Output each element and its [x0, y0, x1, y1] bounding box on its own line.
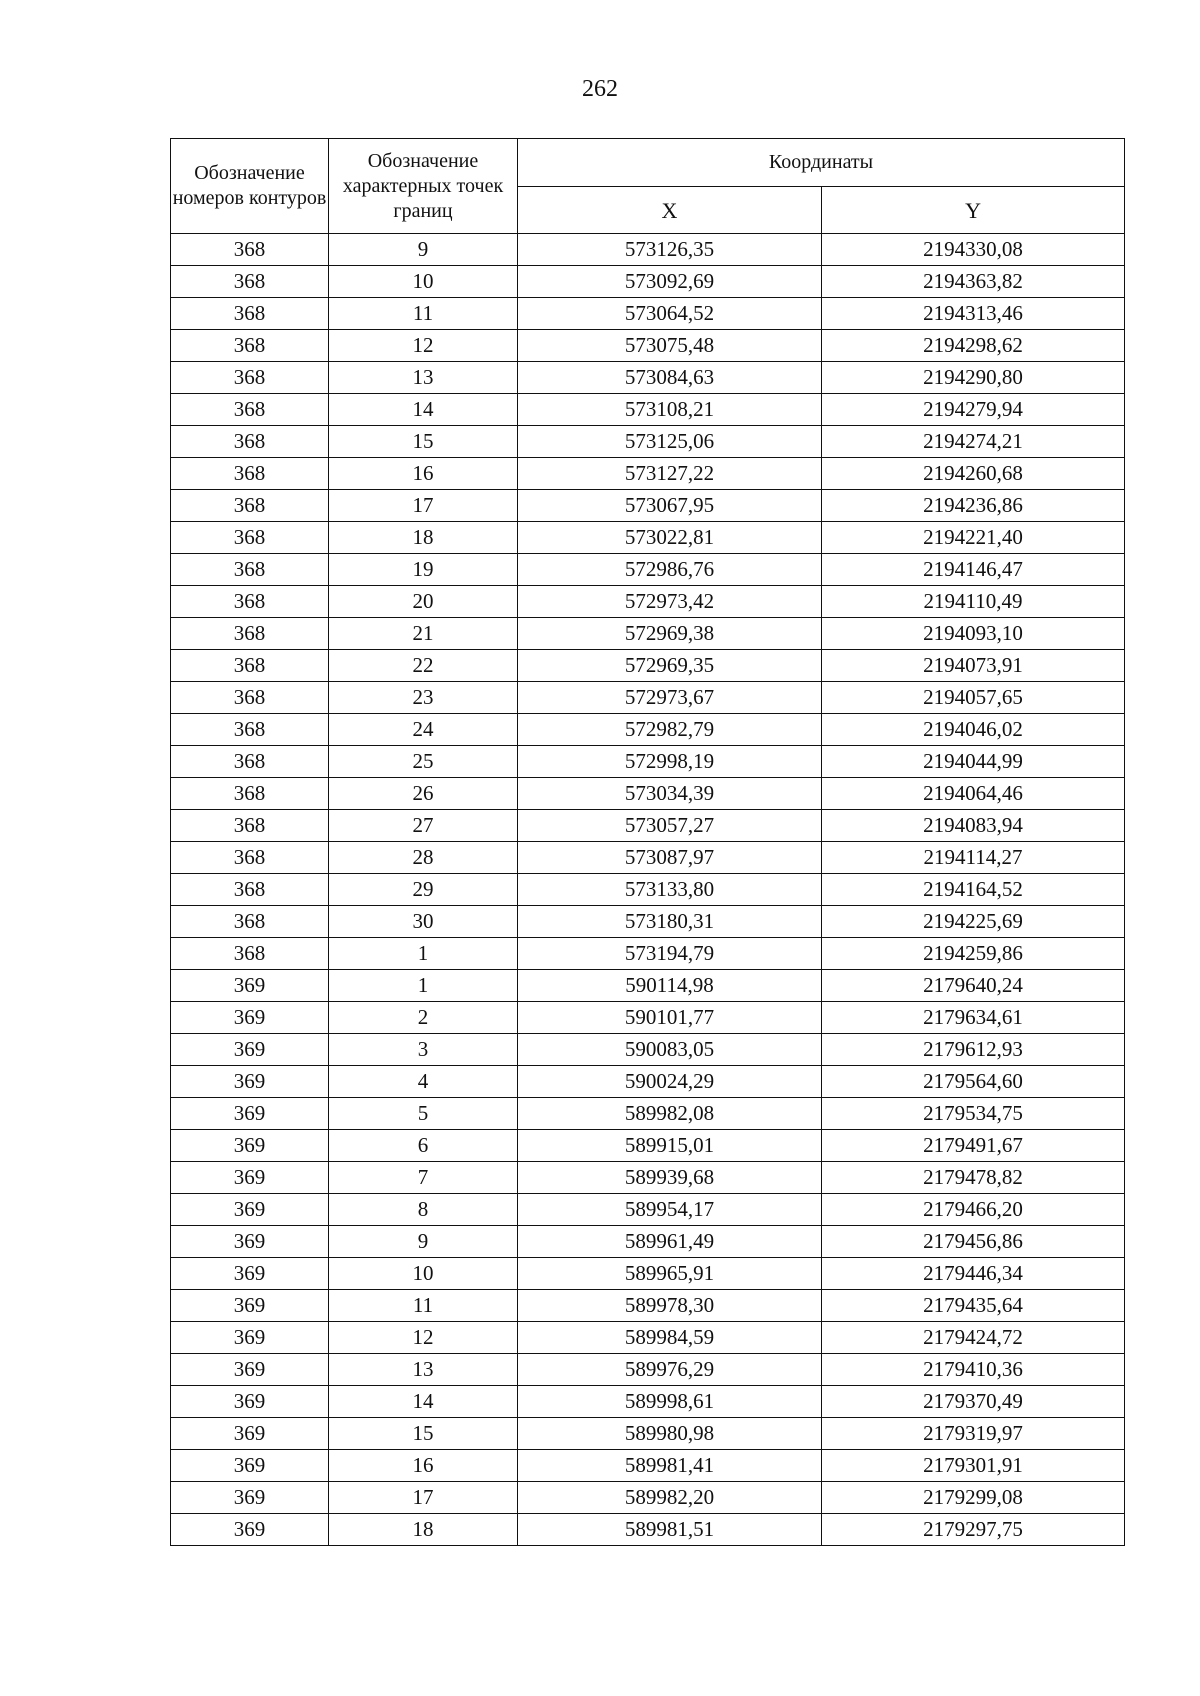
contour-number-cell: 368 — [171, 586, 329, 618]
table-row — [171, 458, 1125, 490]
y-coordinate-cell: 2179634,61 — [822, 1002, 1125, 1034]
x-coordinate-cell: 590101,77 — [518, 1002, 822, 1034]
table-row — [171, 1098, 1125, 1130]
y-coordinate-cell: 2179319,97 — [822, 1418, 1125, 1450]
y-coordinate-cell: 2194236,86 — [822, 490, 1125, 522]
x-coordinate-cell: 573126,35 — [518, 234, 822, 266]
x-coordinate-cell: 589982,20 — [518, 1482, 822, 1514]
header-y: Y — [822, 187, 1125, 234]
point-number-cell: 27 — [329, 810, 518, 842]
table-row — [171, 1162, 1125, 1194]
y-coordinate-cell: 2194164,52 — [822, 874, 1125, 906]
y-coordinate-cell: 2194221,40 — [822, 522, 1125, 554]
contour-number-cell: 369 — [171, 1450, 329, 1482]
x-coordinate-cell: 573127,22 — [518, 458, 822, 490]
y-coordinate-cell: 2194298,62 — [822, 330, 1125, 362]
y-coordinate-cell: 2179435,64 — [822, 1290, 1125, 1322]
x-coordinate-cell: 589939,68 — [518, 1162, 822, 1194]
x-coordinate-cell: 572973,67 — [518, 682, 822, 714]
y-coordinate-cell: 2194057,65 — [822, 682, 1125, 714]
x-coordinate-cell: 572982,79 — [518, 714, 822, 746]
point-number-cell: 12 — [329, 330, 518, 362]
point-number-cell: 14 — [329, 394, 518, 426]
header-coordinates: Координаты — [518, 139, 1125, 187]
x-coordinate-cell: 573108,21 — [518, 394, 822, 426]
point-number-cell: 18 — [329, 1514, 518, 1546]
x-coordinate-cell: 572986,76 — [518, 554, 822, 586]
contour-number-cell: 368 — [171, 298, 329, 330]
point-number-cell: 20 — [329, 586, 518, 618]
x-coordinate-cell: 589976,29 — [518, 1354, 822, 1386]
table-row — [171, 1450, 1125, 1482]
contour-number-cell: 368 — [171, 810, 329, 842]
contour-number-cell: 369 — [171, 1098, 329, 1130]
contour-number-cell: 368 — [171, 458, 329, 490]
contour-number-cell: 369 — [171, 1514, 329, 1546]
point-number-cell: 16 — [329, 1450, 518, 1482]
table-row — [171, 1258, 1125, 1290]
y-coordinate-cell: 2179297,75 — [822, 1514, 1125, 1546]
contour-number-cell: 368 — [171, 842, 329, 874]
table-row — [171, 842, 1125, 874]
table-body — [171, 234, 1125, 1546]
contour-number-cell: 368 — [171, 778, 329, 810]
y-coordinate-cell: 2179299,08 — [822, 1482, 1125, 1514]
x-coordinate-cell: 572973,42 — [518, 586, 822, 618]
table-row — [171, 1130, 1125, 1162]
point-number-cell: 15 — [329, 426, 518, 458]
x-coordinate-cell: 589915,01 — [518, 1130, 822, 1162]
x-coordinate-cell: 573092,69 — [518, 266, 822, 298]
table-row — [171, 586, 1125, 618]
table-row — [171, 1386, 1125, 1418]
contour-number-cell: 368 — [171, 618, 329, 650]
point-number-cell: 28 — [329, 842, 518, 874]
y-coordinate-cell: 2194290,80 — [822, 362, 1125, 394]
point-number-cell: 16 — [329, 458, 518, 490]
table-row — [171, 650, 1125, 682]
point-number-cell: 15 — [329, 1418, 518, 1450]
contour-number-cell: 369 — [171, 1482, 329, 1514]
y-coordinate-cell: 2194260,68 — [822, 458, 1125, 490]
y-coordinate-cell: 2194330,08 — [822, 234, 1125, 266]
x-coordinate-cell: 573084,63 — [518, 362, 822, 394]
y-coordinate-cell: 2194064,46 — [822, 778, 1125, 810]
table-row — [171, 938, 1125, 970]
table-row — [171, 714, 1125, 746]
contour-number-cell: 369 — [171, 1002, 329, 1034]
y-coordinate-cell: 2194363,82 — [822, 266, 1125, 298]
point-number-cell: 10 — [329, 1258, 518, 1290]
contour-number-cell: 369 — [171, 1162, 329, 1194]
table-row — [171, 266, 1125, 298]
y-coordinate-cell: 2194279,94 — [822, 394, 1125, 426]
table-row — [171, 1354, 1125, 1386]
contour-number-cell: 369 — [171, 1130, 329, 1162]
point-number-cell: 4 — [329, 1066, 518, 1098]
x-coordinate-cell: 589961,49 — [518, 1226, 822, 1258]
x-coordinate-cell: 573133,80 — [518, 874, 822, 906]
x-coordinate-cell: 573180,31 — [518, 906, 822, 938]
table-header — [171, 139, 1125, 234]
contour-number-cell: 368 — [171, 266, 329, 298]
point-number-cell: 18 — [329, 522, 518, 554]
contour-number-cell: 368 — [171, 650, 329, 682]
y-coordinate-cell: 2194093,10 — [822, 618, 1125, 650]
coordinates-table — [170, 138, 1125, 1546]
contour-number-cell: 369 — [171, 1290, 329, 1322]
table-row — [171, 298, 1125, 330]
table-row — [171, 1322, 1125, 1354]
table-row — [171, 1418, 1125, 1450]
x-coordinate-cell: 572969,35 — [518, 650, 822, 682]
table-row — [171, 618, 1125, 650]
table-row — [171, 682, 1125, 714]
table-row — [171, 906, 1125, 938]
table-row — [171, 522, 1125, 554]
y-coordinate-cell: 2179478,82 — [822, 1162, 1125, 1194]
y-coordinate-cell: 2194259,86 — [822, 938, 1125, 970]
point-number-cell: 12 — [329, 1322, 518, 1354]
y-coordinate-cell: 2194044,99 — [822, 746, 1125, 778]
point-number-cell: 10 — [329, 266, 518, 298]
y-coordinate-cell: 2179410,36 — [822, 1354, 1125, 1386]
y-coordinate-cell: 2194073,91 — [822, 650, 1125, 682]
x-coordinate-cell: 589998,61 — [518, 1386, 822, 1418]
point-number-cell: 3 — [329, 1034, 518, 1066]
point-number-cell: 19 — [329, 554, 518, 586]
y-coordinate-cell: 2194225,69 — [822, 906, 1125, 938]
y-coordinate-cell: 2179301,91 — [822, 1450, 1125, 1482]
y-coordinate-cell: 2194114,27 — [822, 842, 1125, 874]
point-number-cell: 9 — [329, 1226, 518, 1258]
y-coordinate-cell: 2179466,20 — [822, 1194, 1125, 1226]
point-number-cell: 25 — [329, 746, 518, 778]
x-coordinate-cell: 573064,52 — [518, 298, 822, 330]
contour-number-cell: 368 — [171, 234, 329, 266]
y-coordinate-cell: 2179564,60 — [822, 1066, 1125, 1098]
contour-number-cell: 369 — [171, 1194, 329, 1226]
point-number-cell: 13 — [329, 1354, 518, 1386]
contour-number-cell: 369 — [171, 1258, 329, 1290]
x-coordinate-cell: 572998,19 — [518, 746, 822, 778]
x-coordinate-cell: 590114,98 — [518, 970, 822, 1002]
header-contour-number: Обозначение номеров контуров — [171, 139, 329, 234]
table-row — [171, 490, 1125, 522]
table-row — [171, 1034, 1125, 1066]
point-number-cell: 11 — [329, 298, 518, 330]
page-number: 262 — [582, 76, 618, 102]
header-x: X — [518, 187, 822, 234]
point-number-cell: 23 — [329, 682, 518, 714]
table-row — [171, 1290, 1125, 1322]
x-coordinate-cell: 573087,97 — [518, 842, 822, 874]
contour-number-cell: 368 — [171, 906, 329, 938]
y-coordinate-cell: 2194046,02 — [822, 714, 1125, 746]
point-number-cell: 17 — [329, 490, 518, 522]
contour-number-cell: 369 — [171, 970, 329, 1002]
contour-number-cell: 368 — [171, 394, 329, 426]
y-coordinate-cell: 2179370,49 — [822, 1386, 1125, 1418]
point-number-cell: 2 — [329, 1002, 518, 1034]
x-coordinate-cell: 589981,41 — [518, 1450, 822, 1482]
y-coordinate-cell: 2194110,49 — [822, 586, 1125, 618]
table-row — [171, 426, 1125, 458]
table-row — [171, 1002, 1125, 1034]
x-coordinate-cell: 573022,81 — [518, 522, 822, 554]
x-coordinate-cell: 589954,17 — [518, 1194, 822, 1226]
point-number-cell: 30 — [329, 906, 518, 938]
contour-number-cell: 368 — [171, 682, 329, 714]
x-coordinate-cell: 589981,51 — [518, 1514, 822, 1546]
x-coordinate-cell: 589984,59 — [518, 1322, 822, 1354]
table-row — [171, 330, 1125, 362]
point-number-cell: 1 — [329, 938, 518, 970]
point-number-cell: 1 — [329, 970, 518, 1002]
contour-number-cell: 369 — [171, 1386, 329, 1418]
point-number-cell: 22 — [329, 650, 518, 682]
contour-number-cell: 368 — [171, 490, 329, 522]
contour-number-cell: 368 — [171, 874, 329, 906]
y-coordinate-cell: 2179456,86 — [822, 1226, 1125, 1258]
point-number-cell: 6 — [329, 1130, 518, 1162]
table-row — [171, 970, 1125, 1002]
y-coordinate-cell: 2194274,21 — [822, 426, 1125, 458]
y-coordinate-cell: 2179446,34 — [822, 1258, 1125, 1290]
x-coordinate-cell: 573075,48 — [518, 330, 822, 362]
y-coordinate-cell: 2194313,46 — [822, 298, 1125, 330]
point-number-cell: 8 — [329, 1194, 518, 1226]
contour-number-cell: 369 — [171, 1354, 329, 1386]
x-coordinate-cell: 573034,39 — [518, 778, 822, 810]
point-number-cell: 21 — [329, 618, 518, 650]
point-number-cell: 5 — [329, 1098, 518, 1130]
y-coordinate-cell: 2179491,67 — [822, 1130, 1125, 1162]
point-number-cell: 11 — [329, 1290, 518, 1322]
contour-number-cell: 369 — [171, 1226, 329, 1258]
y-coordinate-cell: 2179534,75 — [822, 1098, 1125, 1130]
table-row — [171, 394, 1125, 426]
table-row — [171, 874, 1125, 906]
point-number-cell: 14 — [329, 1386, 518, 1418]
point-number-cell: 26 — [329, 778, 518, 810]
contour-number-cell: 369 — [171, 1034, 329, 1066]
x-coordinate-cell: 590024,29 — [518, 1066, 822, 1098]
point-number-cell: 17 — [329, 1482, 518, 1514]
x-coordinate-cell: 572969,38 — [518, 618, 822, 650]
x-coordinate-cell: 589965,91 — [518, 1258, 822, 1290]
table-row — [171, 1514, 1125, 1546]
point-number-cell: 13 — [329, 362, 518, 394]
contour-number-cell: 369 — [171, 1322, 329, 1354]
x-coordinate-cell: 573194,79 — [518, 938, 822, 970]
point-number-cell: 9 — [329, 234, 518, 266]
table-row — [171, 554, 1125, 586]
table-row — [171, 1066, 1125, 1098]
table-row — [171, 1226, 1125, 1258]
contour-number-cell: 368 — [171, 426, 329, 458]
x-coordinate-cell: 589978,30 — [518, 1290, 822, 1322]
x-coordinate-cell: 573067,95 — [518, 490, 822, 522]
table-row — [171, 1194, 1125, 1226]
y-coordinate-cell: 2179640,24 — [822, 970, 1125, 1002]
x-coordinate-cell: 573125,06 — [518, 426, 822, 458]
point-number-cell: 29 — [329, 874, 518, 906]
table-row — [171, 362, 1125, 394]
table-row — [171, 778, 1125, 810]
contour-number-cell: 368 — [171, 554, 329, 586]
table-row — [171, 234, 1125, 266]
x-coordinate-cell: 573057,27 — [518, 810, 822, 842]
header-boundary-point: Обозначение характерных точек границ — [329, 139, 518, 234]
point-number-cell: 7 — [329, 1162, 518, 1194]
y-coordinate-cell: 2179424,72 — [822, 1322, 1125, 1354]
contour-number-cell: 368 — [171, 522, 329, 554]
contour-number-cell: 368 — [171, 938, 329, 970]
table-row — [171, 1482, 1125, 1514]
y-coordinate-cell: 2179612,93 — [822, 1034, 1125, 1066]
contour-number-cell: 368 — [171, 330, 329, 362]
contour-number-cell: 368 — [171, 746, 329, 778]
contour-number-cell: 368 — [171, 714, 329, 746]
x-coordinate-cell: 590083,05 — [518, 1034, 822, 1066]
point-number-cell: 24 — [329, 714, 518, 746]
x-coordinate-cell: 589980,98 — [518, 1418, 822, 1450]
x-coordinate-cell: 589982,08 — [518, 1098, 822, 1130]
table-row — [171, 810, 1125, 842]
contour-number-cell: 369 — [171, 1066, 329, 1098]
y-coordinate-cell: 2194146,47 — [822, 554, 1125, 586]
contour-number-cell: 368 — [171, 362, 329, 394]
y-coordinate-cell: 2194083,94 — [822, 810, 1125, 842]
table-row — [171, 746, 1125, 778]
contour-number-cell: 369 — [171, 1418, 329, 1450]
